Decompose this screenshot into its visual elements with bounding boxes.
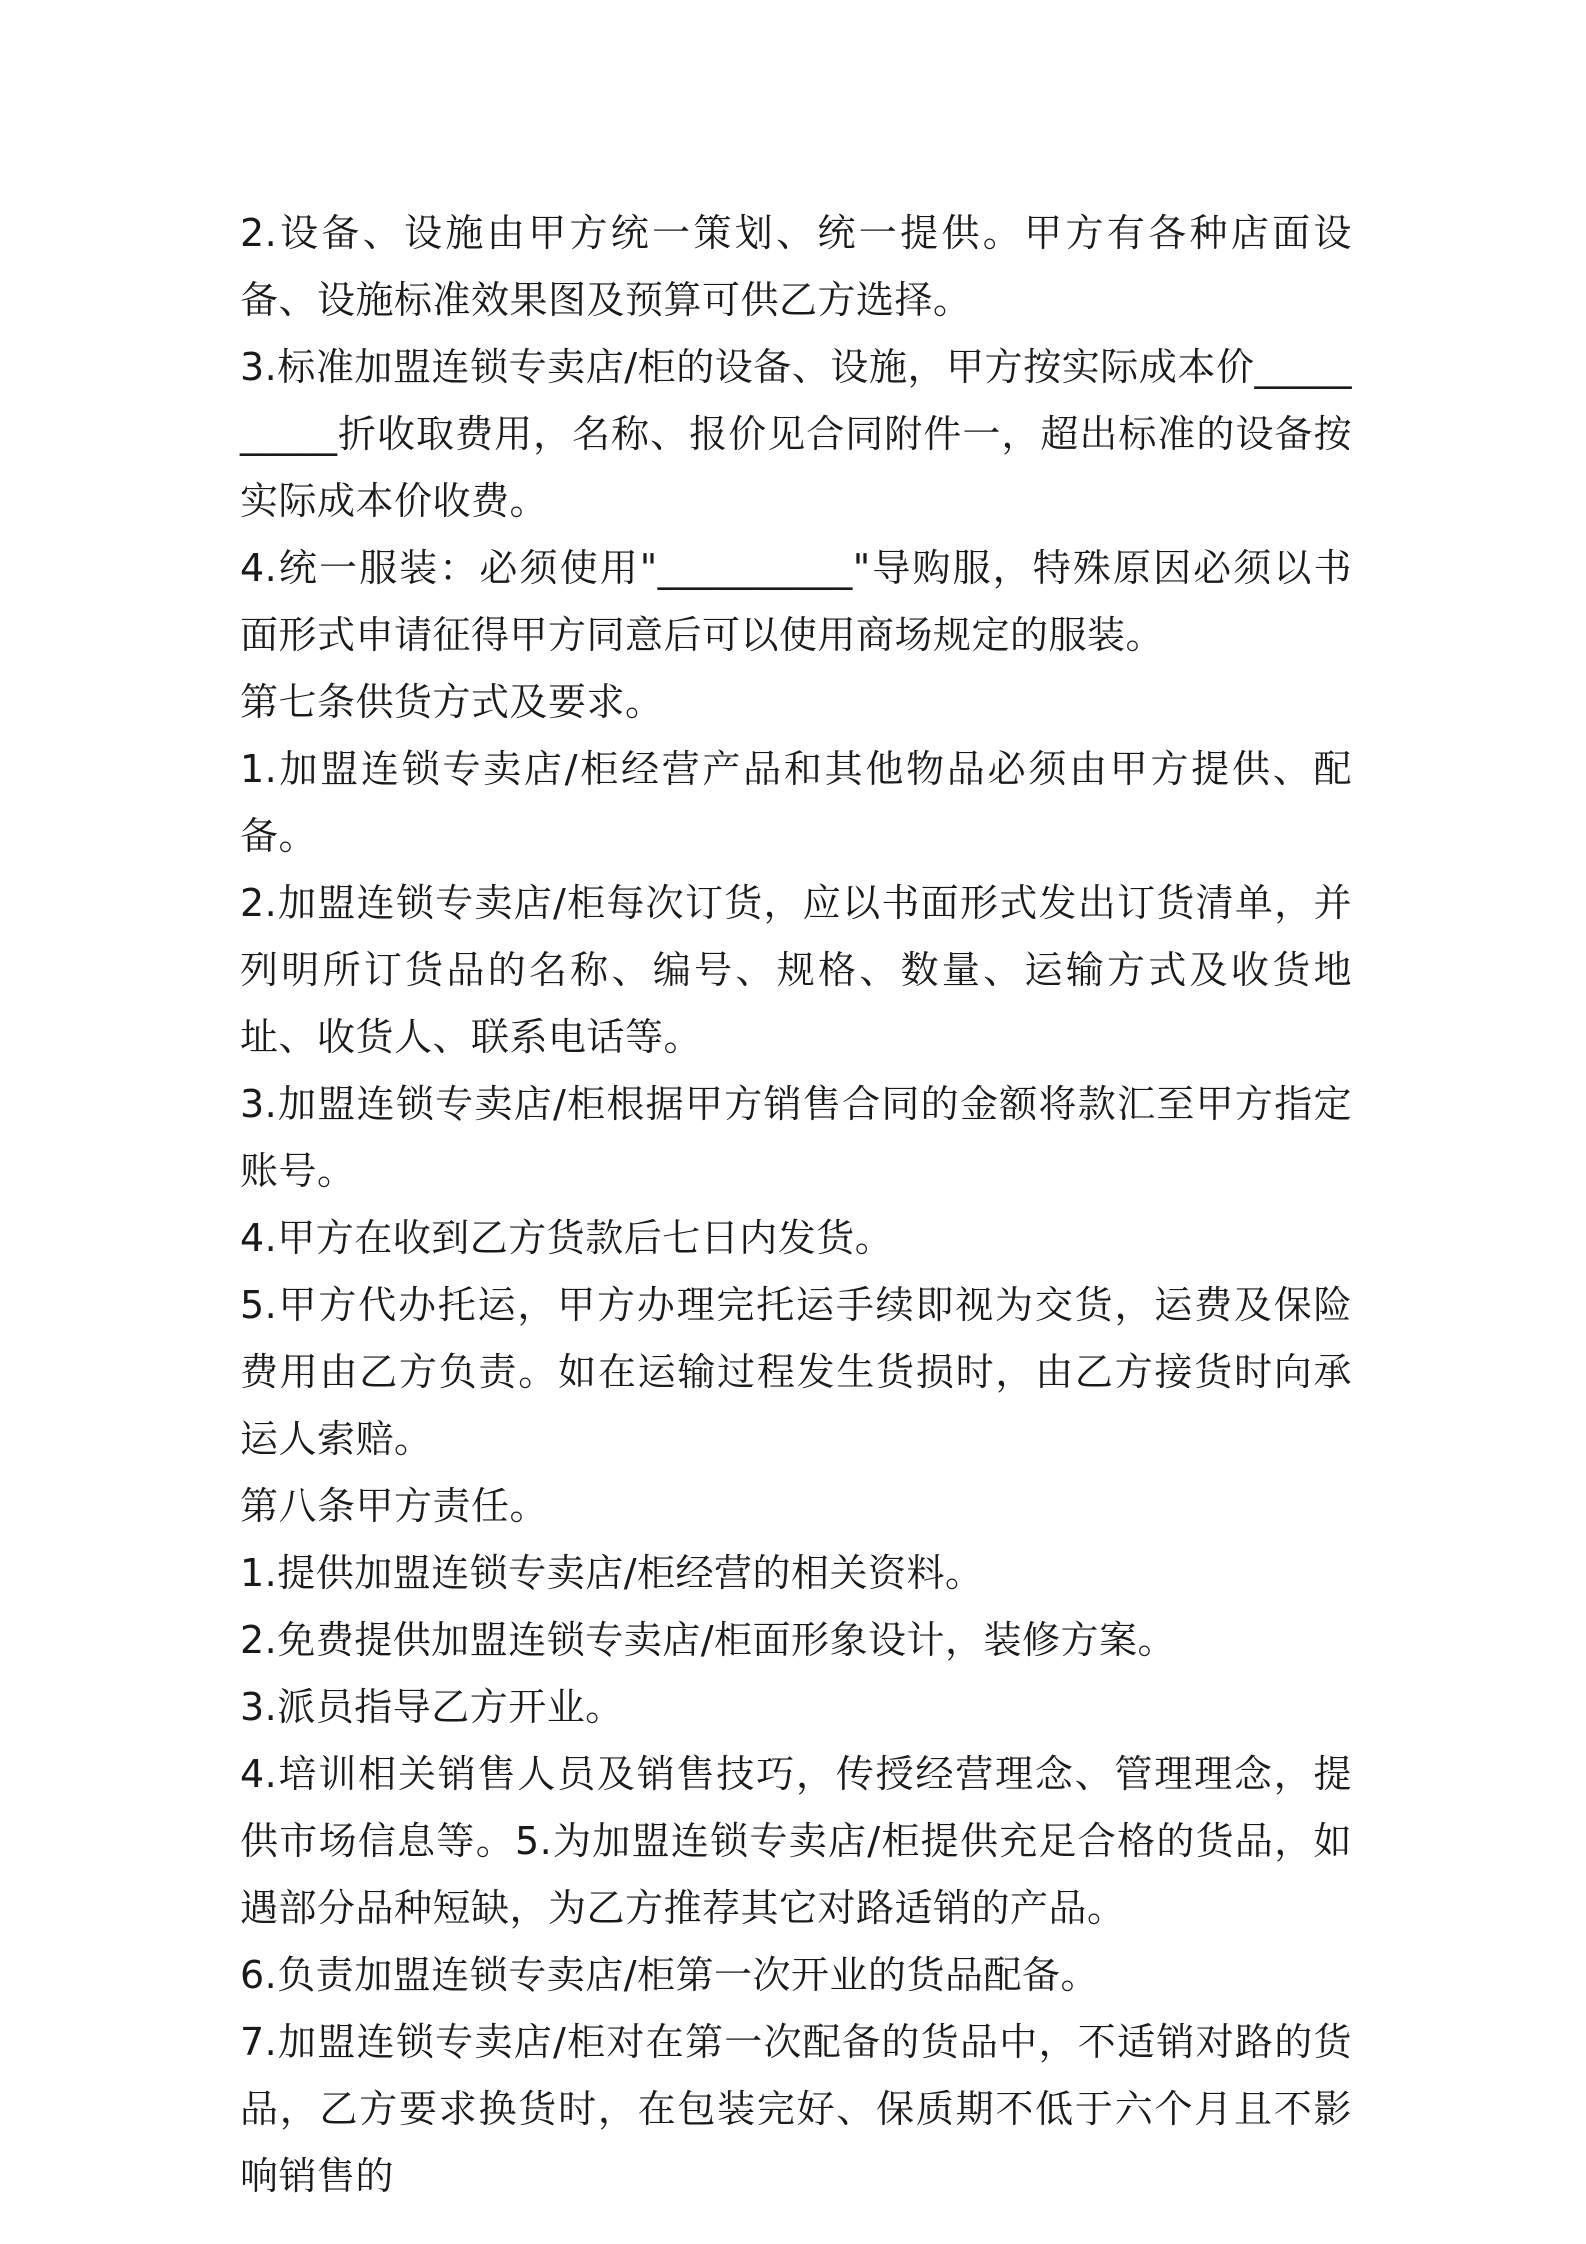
- paragraph-article-8-item-3: 3.派员指导乙方开业。: [240, 1685, 624, 1729]
- paragraph-article-8-item-7: 7.加盟连锁专卖店/柜对在第一次配备的货品中，不适销对路的货品，乙方要求换货时，在包装完好、保质期不低于六个月且不影响销售的: [240, 2020, 1352, 2198]
- paragraph-article-8-item-2: 2.免费提供加盟连锁专卖店/柜面形象设计，装修方案。: [240, 1618, 1177, 1662]
- paragraph-article-7-item-2: 2.加盟连锁专卖店/柜每次订货，应以书面形式发出订货清单，并列明所订货品的名称、编号、规格、数量、运输方式及收货地址、收货人、联系电话等。: [240, 881, 1352, 1059]
- paragraph-clause-4-uniform: 4.统一服装：必须使用"__________"导购服，特殊原因必须以书面形式申请征得甲方同意后可以使用商场规定的服装。: [240, 546, 1352, 657]
- paragraph-clause-2-equipment: 2.设备、设施由甲方统一策划、统一提供。甲方有各种店面设备、设施标准效果图及预算可供乙方选择。: [240, 211, 1352, 322]
- paragraph-article-7-item-1: 1.加盟连锁专卖店/柜经营产品和其他物品必须由甲方提供、配备。: [240, 747, 1352, 858]
- paragraph-article-8-item-6: 6.负责加盟连锁专卖店/柜第一次开业的货品配备。: [240, 1953, 1100, 1997]
- heading-article-8: 第八条甲方责任。: [240, 1484, 549, 1528]
- paragraph-clause-3-equipment-cost: 3.标准加盟连锁专卖店/柜的设备、设施，甲方按实际成本价__________折收取费用，名称、报价见合同附件一，超出标准的设备按实际成本价收费。: [240, 345, 1352, 523]
- paragraph-article-7-item-4: 4.甲方在收到乙方货款后七日内发货。: [240, 1216, 894, 1260]
- document-body: [240, 200, 1352, 2210]
- paragraph-article-8-item-4-5: 4.培训相关销售人员及销售技巧，传授经营理念、管理理念，提供市场信息等。5.为加盟连锁专卖店/柜提供充足合格的货品，如遇部分品种短缺，为乙方推荐其它对路适销的产品。: [240, 1752, 1352, 1930]
- heading-article-7: 第七条供货方式及要求。: [240, 680, 664, 724]
- paragraph-article-7-item-3: 3.加盟连锁专卖店/柜根据甲方销售合同的金额将款汇至甲方指定账号。: [240, 1082, 1352, 1193]
- paragraph-article-8-item-1: 1.提供加盟连锁专卖店/柜经营的相关资料。: [240, 1551, 984, 1595]
- paragraph-article-7-item-5: 5.甲方代办托运，甲方办理完托运手续即视为交货，运费及保险费用由乙方负责。如在运输过程发生货损时，由乙方接货时向承运人索赔。: [240, 1283, 1352, 1461]
